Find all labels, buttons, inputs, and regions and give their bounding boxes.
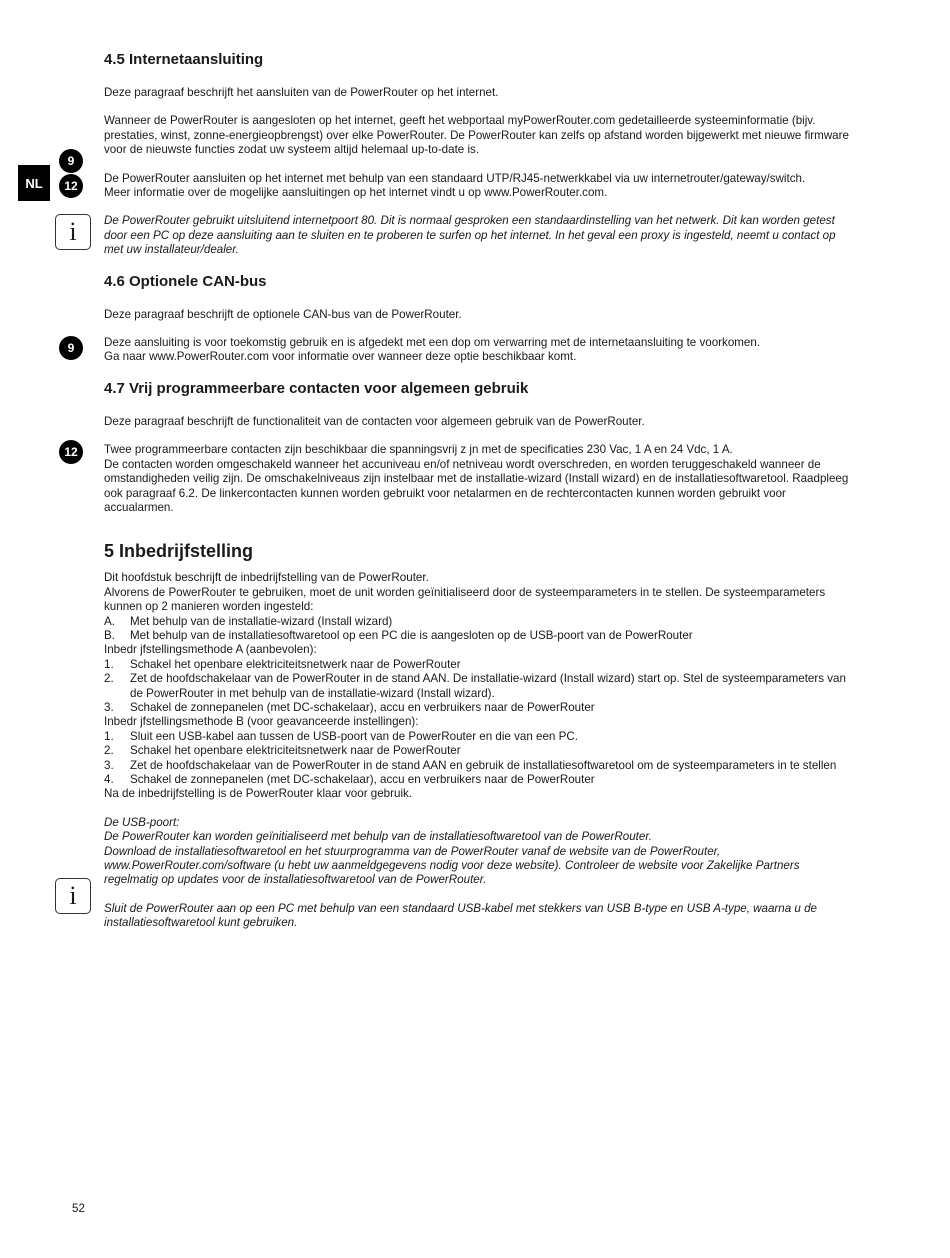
paragraph: Deze paragraaf beschrijft de optionele CAN-bus van de PowerRouter. [104,307,462,321]
paragraph: Ga naar www.PowerRouter.com voor informatie over wanneer deze optie beschikbaar komt. [104,350,577,364]
note-line: Sluit de PowerRouter aan op een PC met behulp van een standaard USB-kabel met stekkers van USB B-type en USB A-type, waarna u de installatiesoftwaretool kunt gebruiken. [104,901,817,930]
reference-badge-12: 12 [59,440,83,464]
paragraph: Deze paragraaf beschrijft de functionaliteit van de contacten voor algemeen gebruik van de PowerRouter. [104,414,645,428]
reference-badge-12: 12 [59,174,83,198]
list-item: 3. Zet de hoofdschakelaar van de PowerRouter in de stand AAN en gebruik de installatiesoftwaretool om de systeemparameters in te stellen [104,758,837,772]
list-item: 1. Sluit een USB-kabel aan tussen de USB-poort van de PowerRouter en die van een PC. [104,729,578,743]
section-heading: 4.6 Optionele CAN-bus [104,272,267,290]
paragraph: Deze paragraaf beschrijft het aansluiten van de PowerRouter op het internet. [104,86,499,99]
list-item: 3. Schakel de zonnepanelen (met DC-schakelaar), accu en verbruikers naar de PowerRouter [104,700,595,714]
note-title: De USB-poort: [104,815,180,829]
paragraph: Dit hoofdstuk beschrijft de inbedrijfstelling van de PowerRouter. [104,571,429,585]
info-note: De PowerRouter gebruikt uitsluitend internetpoort 80. Dit is normaal gesproken een standaardinstelling van het netwerk. Dit kan worden getest door een PC op deze aansluiting aan te sluiten en te proberen te surfen op het internet. In het geval een proxy is ingesteld, neemt u contact op met uw installateur/dealer. [104,214,836,257]
page-number: 52 [72,1202,85,1215]
chapter-heading: 5 Inbedrijfstelling [104,541,254,562]
paragraph: Wanneer de PowerRouter is aangesloten op het internet, geeft het webportaal myPowerRouter.com gedetailleerde systeeminformatie (bijv. prestaties, winst, zonne-energieopbrengst) over elke PowerRouter. De PowerRouter kan zelfs op afstand worden bijgewerkt met nieuwe firmware voor de nieuwste functies zodat uw systeem altijd helemaal up-to-date is. [104,114,849,157]
section-heading: 4.5 Internetaansluiting [104,51,264,68]
list-item: 1. Schakel het openbare elektriciteitsnetwerk naar de PowerRouter [104,657,461,671]
list-item: B. Met behulp van de installatiesoftwaretool op een PC die is aangesloten op de USB-poort van de PowerRouter [104,628,693,642]
paragraph: De contacten worden omgeschakeld wanneer het accuniveau en/of netniveau wordt overschreden, en worden teruggeschakeld wanneer de omstandigheden veilig zijn. De omschakelniveaus zijn instelbaar met de installatie-wizard (Install wizard) en de installatiesoftwaretool. Raadpleeg ook paragraaf 6.2. De linkercontacten kunnen worden gebruikt voor netalarmen en de rechtercontacten kunnen worden gebruikt voor accualarmen. [104,457,849,514]
list-title: Inbedr jfstellingsmethode A (aanbevolen): [104,643,317,657]
paragraph: Deze aansluiting is voor toekomstig gebruik en is afgedekt met een dop om verwarring met de internetaansluiting te voorkomen. [104,336,761,350]
reference-badge-9: 9 [59,336,83,360]
list-item: 2. Zet de hoofdschakelaar van de PowerRouter in de stand AAN. De installatie-wizard (Install wizard) start op. Stel de systeemparameters van de PowerRouter in met behulp van de installatie-wizard (Install wizard). [104,672,846,700]
list-item: 4. Schakel de zonnepanelen (met DC-schakelaar), accu en verbruikers naar de PowerRouter [104,773,595,786]
page-content [104,50,856,931]
note-line: Download de installatiesoftwaretool en het stuurprogramma van de PowerRouter vanaf de website van de PowerRouter, www.PowerRouter.com/software (u hebt uw aanmeldgegevens nodig voor deze website). Controleer de website voor Zakelijke Partners regelmatig op updates voor de installatiesoftwaretool van de PowerRouter. [104,844,800,887]
language-tab: NL [18,165,50,201]
list-item: A. Met behulp van de installatie-wizard (Install wizard) [104,614,393,628]
note-line: De PowerRouter kan worden geïnitialiseerd met behulp van de installatiesoftwaretool van de PowerRouter. [104,830,653,844]
method-list [104,615,856,644]
method-a-steps [104,658,856,716]
info-icon: i [55,878,91,914]
section-heading: 4.7 Vrij programmeerbare contacten voor algemeen gebruik [104,379,529,397]
reference-badge-9: 9 [59,149,83,173]
paragraph: Twee programmeerbare contacten zijn beschikbaar die spanningsvrij z jn met de specificaties 230 Vac, 1 A en 24 Vdc, 1 A. [104,443,733,457]
list-title: Inbedr jfstellingsmethode B (voor geavanceerde instellingen): [104,715,419,729]
paragraph: De PowerRouter aansluiten op het internet met behulp van een standaard UTP/RJ45-netwerkkabel via uw internetrouter/gateway/switch. [104,171,806,185]
list-item: 2. Schakel het openbare elektriciteitsnetwerk naar de PowerRouter [104,744,461,758]
method-b-steps [104,730,856,788]
paragraph: Meer informatie over de mogelijke aansluitingen op het internet vindt u op www.PowerRouter.com. [104,186,608,200]
info-icon: i [55,214,91,250]
paragraph: Alvorens de PowerRouter te gebruiken, moet de unit worden geïnitialiseerd door de systeemparameters in te stellen. De systeemparameters kunnen op 2 manieren worden ingesteld: [104,585,826,614]
usb-info-note [104,816,856,931]
paragraph: Na de inbedrijfstelling is de PowerRouter klaar voor gebruik. [104,787,413,801]
